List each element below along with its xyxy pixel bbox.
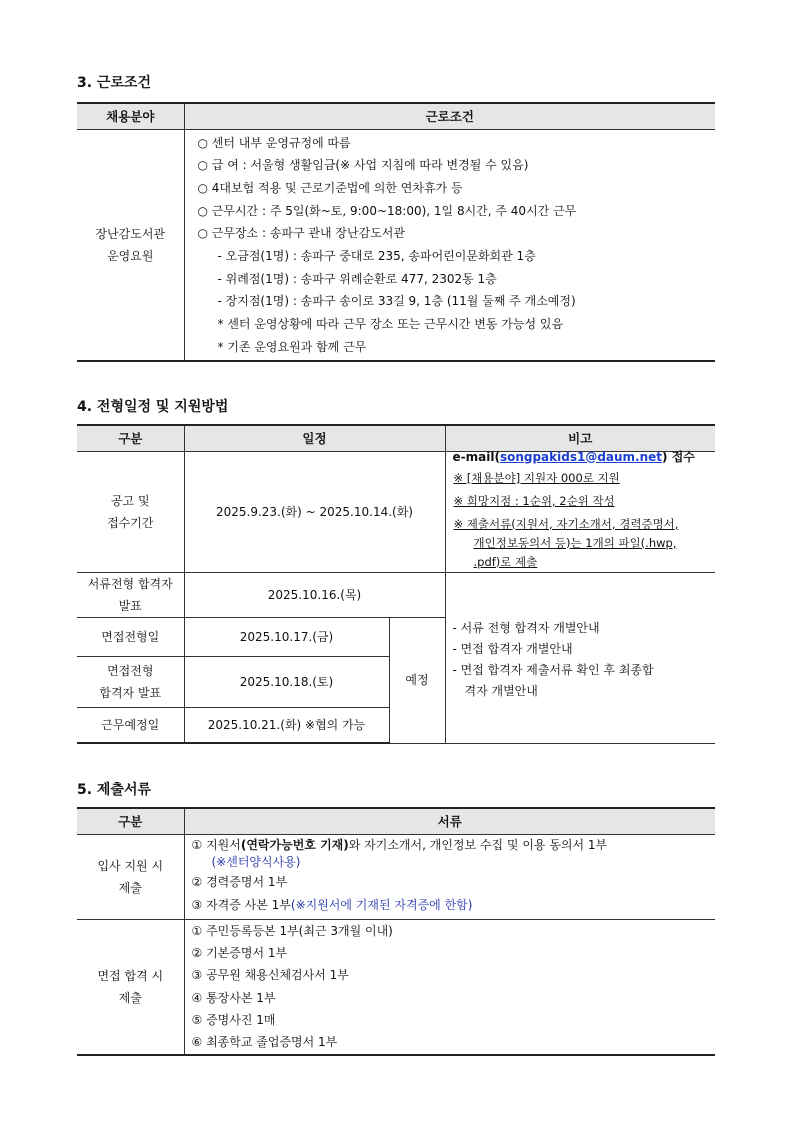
condition-line: ○ 센터 내부 운영규정에 따름: [197, 135, 351, 150]
row-date: 2025.9.23.(화) ~ 2025.10.14.(화): [184, 451, 445, 572]
header-conditions: 근로조건: [184, 103, 715, 129]
row-label: 면접전형 합격자 발표: [77, 656, 184, 707]
header-category: 구분: [77, 808, 184, 834]
row-date: 2025.10.18.(토): [184, 656, 389, 707]
row-label: 근무예정일: [77, 707, 184, 743]
doc-item: ② 기본증명서 1부: [191, 946, 288, 961]
group-label: 면접 합격 시 제출: [77, 919, 184, 1055]
apply-note: ※ 제출서류(지원서, 자기소개서, 경력증명서, 개인정보동의서 등)는 1개의 파일(.hwp, .pdf)로 제출: [453, 516, 679, 569]
remarks-cell: - 서류 전형 합격자 개별안내 - 면접 합격자 개별안내 - 면접 합격자 제출서류 확인 후 최종합 격자 개별안내: [445, 572, 715, 743]
field-cell: 장난감도서관 운영요원: [77, 129, 184, 361]
location-line: - 장지점(1명) : 송파구 송이로 33길 9, 1층 (11월 둘째 주 개소예정): [217, 294, 576, 309]
doc-item: ① 주민등록등본 1부(최근 3개월 이내): [191, 923, 393, 938]
conditions-cell: [184, 129, 715, 361]
note-line: * 기존 운영요원과 함께 근무: [217, 339, 367, 354]
section-5-title: 5. 제출서류: [77, 782, 152, 798]
location-line: - 위례점(1명) : 송파구 위례순환로 477, 2302동 1층: [217, 271, 497, 286]
condition-line: ○ 근무장소 : 송파구 관내 장난감도서관: [197, 226, 405, 241]
condition-line: ○ 근무시간 : 주 5일(화~토, 9:00~18:00), 1일 8시간, 주 40시간 근무: [197, 203, 577, 218]
interview-docs-cell: [184, 919, 715, 1055]
doc-item-note: (※센터양식사용): [211, 854, 301, 869]
doc-item: ③ 공무원 채용신체검사서 1부: [191, 968, 349, 983]
row-date: 2025.10.21.(화) ※협의 가능: [184, 707, 389, 743]
apply-note: ※ [채용분야] 지원자 000로 지원: [453, 470, 620, 485]
condition-line: ○ 급 여 : 서울형 생활임금(※ 사업 지침에 따라 변경될 수 있음): [197, 158, 529, 173]
doc-item: ⑤ 증명사진 1매: [191, 1013, 276, 1028]
section-4-title: 4. 전형일정 및 지원방법: [77, 399, 229, 415]
work-conditions-table: [77, 102, 715, 362]
header-documents: 서류: [184, 808, 715, 834]
row-label: 면접전형일: [77, 617, 184, 656]
doc-item: ⑥ 최종학교 졸업증명서 1부: [191, 1035, 338, 1050]
doc-item: ③ 자격증 사본 1부(※지원서에 기재된 자격증에 한함): [191, 897, 473, 912]
scheduled-cell: 예정: [389, 617, 445, 743]
section-3-title: 3. 근로조건: [77, 75, 152, 91]
header-category: 구분: [77, 425, 184, 451]
doc-item: ① 지원서(연락가능번호 기재)와 자기소개서, 개인정보 수집 및 이용 동의서 1부: [191, 837, 608, 852]
header-schedule: 일정: [184, 425, 445, 451]
doc-item: ② 경력증명서 1부: [191, 874, 288, 889]
group-label: 입사 지원 시 제출: [77, 834, 184, 919]
header-remarks: 비고: [445, 425, 715, 451]
header-field: 채용분야: [77, 103, 184, 129]
application-method-cell: e-mail(songpakids1@daum.net) 접수 ※ [채용분야] 지원자 000로 지원 ※ 희망지점 : 1순위, 2순위 작성 ※ 제출서류(지원서, 자기소개서, 경력증명서, 개인정보동의서 등)는 1개의 파일(.hwp, .pdf)로 제출: [445, 451, 715, 572]
row-date: 2025.10.17.(금): [184, 617, 389, 656]
location-line: - 오금점(1명) : 송파구 중대로 235, 송파어린이문화회관 1층: [217, 248, 536, 263]
row-label: 공고 및 접수기간: [77, 451, 184, 572]
schedule-table: [77, 424, 715, 744]
application-docs-cell: [184, 834, 715, 919]
note-line: * 센터 운영상황에 따라 근무 장소 또는 근무시간 변동 가능성 있음: [217, 317, 564, 331]
email-link[interactable]: songpakids1@daum.net: [499, 449, 663, 464]
row-date: 2025.10.16.(목): [184, 572, 445, 617]
condition-line: ○ 4대보험 적용 및 근로기준법에 의한 연차휴가 등: [197, 180, 463, 195]
apply-note: ※ 희망지점 : 1순위, 2순위 작성: [453, 493, 615, 508]
documents-table: [77, 807, 715, 1056]
doc-item: ④ 통장사본 1부: [191, 990, 276, 1005]
row-label: 서류전형 합격자 발표: [77, 572, 184, 617]
